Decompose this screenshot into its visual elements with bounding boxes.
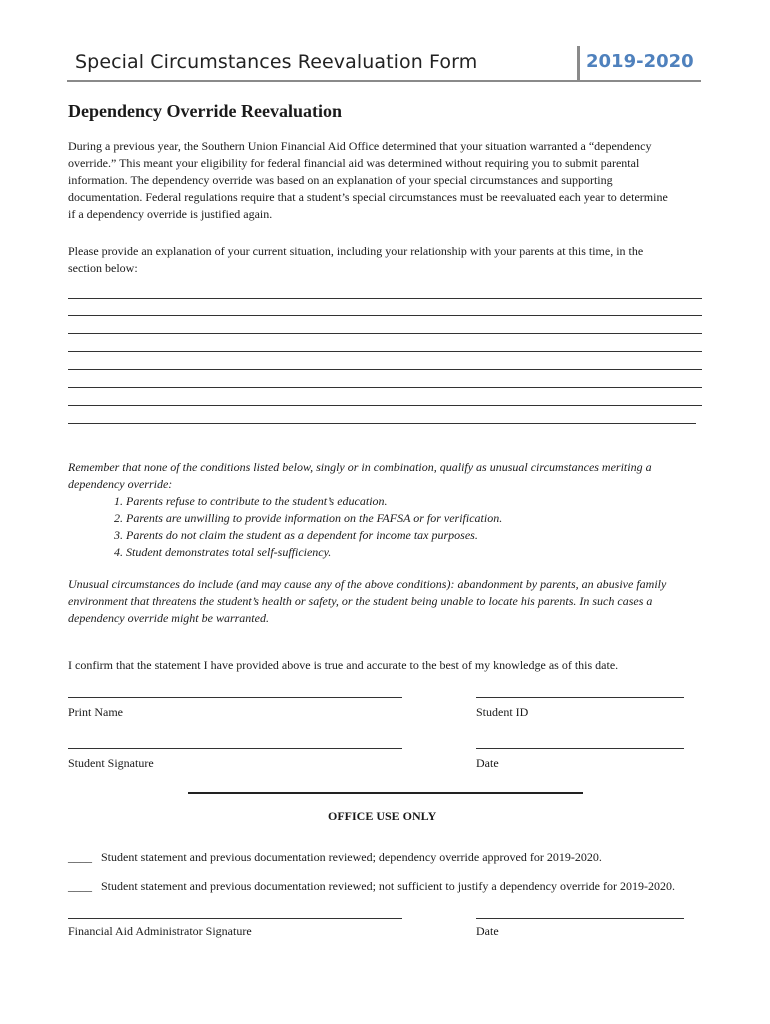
approved-option-label: Student statement and previous documentation reviewed; dependency override approved for 2019-2020. <box>101 850 602 864</box>
print-name-label: Print Name <box>68 705 123 719</box>
explanation-line[interactable] <box>68 351 702 352</box>
reminder-paragraph <box>68 459 708 493</box>
denied-checkbox-blank[interactable]: ____ <box>68 879 92 893</box>
office-use-title: OFFICE USE ONLY <box>328 809 437 823</box>
prompt-line: Please provide an explanation of your current situation, including your relationship with your parents at this time, in the <box>68 244 644 258</box>
explanation-line[interactable] <box>68 333 702 334</box>
intro-line: During a previous year, the Southern Union Financial Aid Office determined that your situation warranted a “dependency <box>68 139 652 153</box>
explanation-line[interactable] <box>68 387 702 388</box>
admin-date-field[interactable] <box>476 918 684 919</box>
explanation-line[interactable] <box>68 298 702 299</box>
explanation-line[interactable] <box>68 369 702 370</box>
unusual-line: Unusual circumstances do include (and may cause any of the above conditions): abandonment by parents, an abusive family <box>68 577 667 591</box>
confirm-statement: I confirm that the statement I have provided above is true and accurate to the best of my knowledge as of this date. <box>68 658 619 672</box>
unusual-paragraph <box>68 576 708 627</box>
list-item: 3. Parents do not claim the student as a dependent for income tax purposes. <box>114 528 478 542</box>
list-item: 1. Parents refuse to contribute to the student’s education. <box>114 494 388 508</box>
student-id-field[interactable] <box>476 697 684 698</box>
section-heading: Dependency Override Reevaluation <box>68 101 342 121</box>
student-signature-label: Student Signature <box>68 756 154 770</box>
approved-checkbox-blank[interactable]: ____ <box>68 850 92 864</box>
intro-line: information. The dependency override was based on an explanation of your special circumstances and supporting <box>68 173 613 187</box>
date-label: Date <box>476 756 499 770</box>
admin-signature-label: Financial Aid Administrator Signature <box>68 924 252 938</box>
form-year: 2019-2020 <box>586 51 694 72</box>
list-item: 2. Parents are unwilling to provide information on the FAFSA or for verification. <box>114 511 503 525</box>
intro-line: if a dependency override is justified again. <box>68 207 273 221</box>
explanation-line[interactable] <box>68 405 702 406</box>
reminder-line: dependency override: <box>68 477 173 491</box>
list-item: 4. Student demonstrates total self-sufficiency. <box>114 545 332 559</box>
date-field[interactable] <box>476 748 684 749</box>
intro-line: documentation. Federal regulations require that a student’s special circumstances must be reevaluated each year to determine <box>68 190 668 204</box>
intro-paragraph <box>68 138 708 223</box>
header-divider <box>577 46 580 80</box>
admin-date-label: Date <box>476 924 499 938</box>
admin-signature-field[interactable] <box>68 918 402 919</box>
explanation-prompt <box>68 243 708 277</box>
office-option-denied <box>68 879 675 894</box>
unusual-line: dependency override might be warranted. <box>68 611 269 625</box>
office-option-approved <box>68 850 602 865</box>
denied-option-label: Student statement and previous documentation reviewed; not sufficient to justify a dependency override for 2019-2020. <box>101 879 675 893</box>
form-header <box>67 46 701 82</box>
form-title: Special Circumstances Reevaluation Form <box>75 51 478 73</box>
student-id-label: Student ID <box>476 705 529 719</box>
office-divider <box>188 792 583 794</box>
unusual-line: environment that threatens the student’s health or safety, or the student being unable to locate his parents. In such cases a <box>68 594 653 608</box>
reminder-line: Remember that none of the conditions listed below, singly or in combination, qualify as unusual circumstances meriting a <box>68 460 652 474</box>
explanation-line[interactable] <box>68 315 702 316</box>
explanation-line[interactable] <box>68 423 696 424</box>
conditions-list <box>114 493 502 561</box>
prompt-line: section below: <box>68 261 138 275</box>
student-signature-field[interactable] <box>68 748 402 749</box>
print-name-field[interactable] <box>68 697 402 698</box>
intro-line: override.” This meant your eligibility for federal financial aid was determined without requiring you to submit parental <box>68 156 640 170</box>
